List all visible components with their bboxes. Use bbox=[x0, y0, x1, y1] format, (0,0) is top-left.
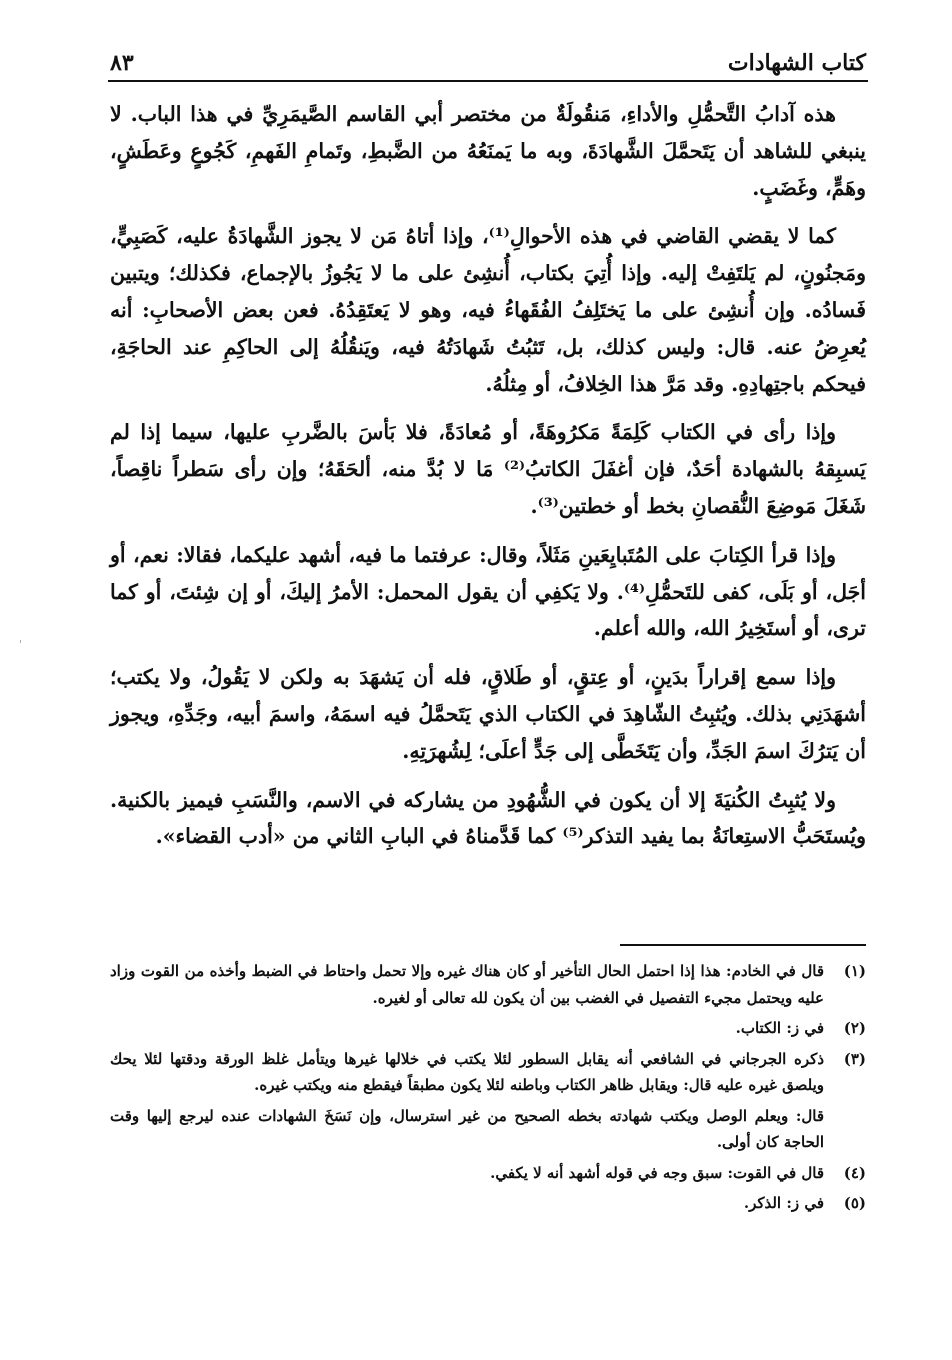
footnote-text: قال في القوت: سبق وجه في قوله أشهد أنه لا يكفي. bbox=[490, 1163, 824, 1182]
scan-margin-mark bbox=[20, 640, 21, 643]
footnotes bbox=[110, 958, 866, 1221]
paragraph: وإذا سمع إقراراً بدَينٍ، أو عِتقٍ، أو طَلاقٍ، فله أن يَشهَدَ به ولكن لا يَقُولُ، ولا يكتب؛ أشهَدَنِي بذلك. ويُثبِتُ الشّاهِدَ في الكتاب الذي يَتَحمَّلُ فيه اسمَهُ، واسمَ أبيه، وجَدِّهِ، ويجوز أن يَترُكَ اسمَ الجَدِّ، وأن يَتَخَطَّى إلى جَدٍّ أعلَى؛ لِشُهرَتِهِ. bbox=[110, 665, 866, 763]
footnote-text: قال في الخادم: هذا إذا احتمل الحال التأخير أو كان هناك غيره وإلا تحمل واحتاط في الضبط وأخذه من القوت وزاد عليه ويحتمل مجيء التفصيل في الغضب بين أن يكون لله تعالى أو لغيره. bbox=[110, 962, 824, 1007]
footnote-text: ذكره الجرجاني في الشافعي أنه يقابل السطور لئلا يكتب في خلالها غيرها ويتأمل غلظ الورقة ودقتها لئلا يحك ويلصق غيره عليه قال: ويقابل ظاهر الكتاب وباطنه لئلا يكون مطبقاً فيقطع منه ويكتب غيره. bbox=[110, 1049, 824, 1094]
paragraph: وإذا قرأ الكِتابَ على المُتَبايِعَينِ مَثَلاً، وقال: عرفتما ما فيه، أشهد عليكما، فقالا: نعم، أو أجَل، أو بَلَى، كفى للتَحمُّلِ⁽⁴⁾. ولا يَكفِي أن يقول المحمل: الأمرُ إليكَ، أو إن شِئتَ، أو كما ترى، أو أستَخِيرُ الله، والله أعلم. bbox=[110, 542, 866, 641]
footnote-number: (٣) bbox=[843, 1049, 866, 1068]
footnote-number: (١) bbox=[843, 962, 866, 980]
main-text bbox=[110, 96, 866, 867]
paragraph: هذه آدابُ التَّحمُّلِ والأداءِ، مَنقُولَةٌ من مختصر أبي القاسم الصَّيمَرِيِّ في هذا الباب. لا ينبغي للشاهد أن يَتَحمَّلَ الشَّهادَةَ، وبه ما يَمنَعُهُ من الضَّبطِ، وتَمامِ الفَهمِ، كَجُوعٍ وعَطَشٍ، وهَمٍّ، وغَضَبٍ. bbox=[110, 102, 866, 200]
page-number: ٨٣ bbox=[110, 50, 134, 76]
paragraph: وإذا رأى في الكتاب كَلِمَةً مَكرُوهَةً، أو مُعادَةً، فلا بَأسَ بالضَّربِ عليها، سيما إذا لم يَسبِقهُ بالشهادة أحَدٌ، فإن أغفَلَ الكاتبُ⁽²⁾ مَا لا بُدَّ منه، ألحَقَهُ؛ وإن رأى سَطراً ناقِصاً، شَغَلَ مَوضِعَ النُّقصانِ بخط أو خطتين⁽³⁾. bbox=[110, 420, 867, 518]
footnote bbox=[110, 958, 866, 1011]
chapter-title: كتاب الشهادات bbox=[727, 50, 866, 76]
header-rule bbox=[108, 80, 868, 82]
footnote-number: (٥) bbox=[843, 1194, 866, 1212]
footnote bbox=[110, 1046, 866, 1099]
footnote-text: في ز: الكتاب. bbox=[735, 1019, 824, 1037]
footnote-rule bbox=[620, 944, 866, 946]
paragraph: كما لا يقضي القاضي في هذه الأحوالِ⁽¹⁾، وإذا أتاهُ مَن لا يجوز الشَّهادَةُ عليه، كَصَبِيٍّ، ومَجنُونٍ، لم يَلتَفِتْ إليه. وإذا أُتِيَ بكتاب، أُنشِئ على ما لا يَجُوزُ بالإجماع، فكذلك؛ ويتبين فَسادُه. وإن أُنشِئ على ما يَختَلِفُ الفُقَهاءُ فيه، وهو لا يَعتَقِدُهُ. فعن بعض الأصحابِ: أنه يُعرِضُ عنه. قال: وليس كذلك، بل، تَثبُتُ شَهادَتُهُ فيه، ويَنقُلُهُ إلى الحاكِمِ عند الحاجَةِ، فيحكم باجتِهادِهِ. وقد مَرَّ هذا الخِلافُ، أو مِثلُهُ. bbox=[110, 224, 866, 396]
footnote bbox=[110, 1015, 866, 1042]
running-header bbox=[110, 36, 866, 76]
footnote-continuation: قال: ويعلم الوصل ويكتب شهادته بخطه الصحيح من غير استرسال، وإن نَسَخَ الشهادات عنده ليرجع إليها وقت الحاجة كان أولى. bbox=[110, 1106, 824, 1151]
footnote-number: (٤) bbox=[843, 1163, 866, 1182]
footnote-text: في ز: الذكر. bbox=[743, 1194, 824, 1212]
footnote bbox=[110, 1160, 866, 1187]
footnote bbox=[110, 1190, 866, 1217]
footnote-number: (٢) bbox=[843, 1019, 866, 1037]
paragraph: ولا يُثبِتُ الكُنيَةَ إلا أن يكون في الشُّهُودِ من يشاركه في الاسم، والنَّسَبِ فيميز بالكنية. ويُستَحَبُّ الاستِعانَةُ بما يفيد التذكر⁽⁵⁾ كما قَدَّمناهُ في البابِ الثاني من «أدب القضاء». bbox=[110, 787, 866, 849]
